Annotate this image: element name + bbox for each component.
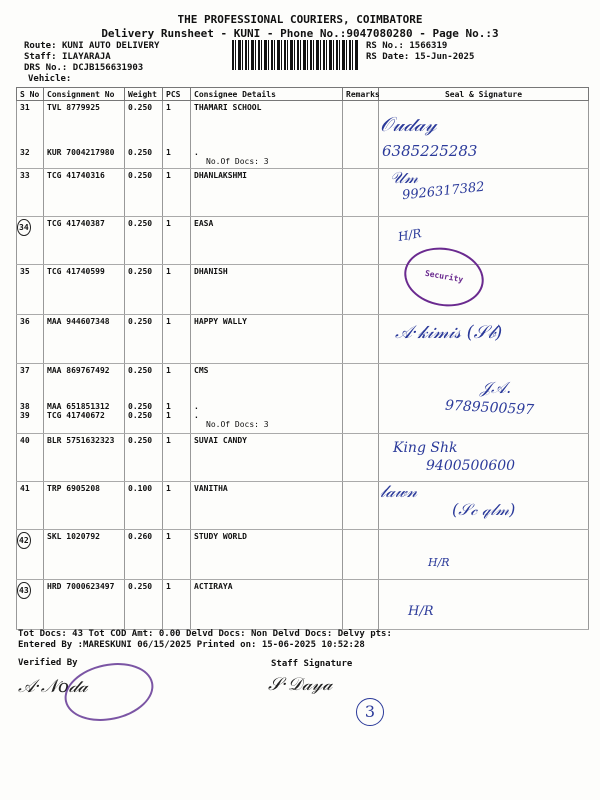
rs-date-line (366, 52, 474, 62)
table-row (17, 265, 589, 315)
rs-no-label: RS No.: (366, 41, 404, 51)
row-sno: 32 (20, 148, 30, 157)
row-consignee: STUDY WORLD (191, 530, 343, 580)
row-consignee: HAPPY WALLY (191, 315, 343, 364)
row-weight: 0.250 (125, 434, 163, 482)
row-consignee: . (194, 411, 199, 420)
page-number-circle: 3 (356, 698, 384, 726)
row-sno: 41 (17, 482, 44, 530)
verifier-signature: 𝒜·𝒩𝑜𝒹𝒶 (18, 676, 88, 697)
row-consignment: TCG 41740387 (44, 217, 125, 265)
col-consignment: Consignment No (44, 88, 125, 101)
barcode (232, 40, 358, 70)
signature-scribble: 𝒜·𝓀𝒾𝓂𝒾𝓈 (𝒮𝒷) (395, 322, 503, 343)
row-sno: 37 (20, 366, 30, 375)
signature-scribble: 𝒪𝓊𝒹𝒶𝓎 (380, 112, 437, 136)
signature-scribble: 𝒰𝓂 (390, 168, 418, 187)
row-pcs: 1 (163, 169, 191, 217)
row-consignee: VANITHA (191, 482, 343, 530)
row-pcs: 1 (163, 315, 191, 364)
row-consignment: MAA 651851312 (47, 402, 110, 411)
table-header (17, 88, 589, 101)
handwritten-phone: 9926317382 (401, 179, 486, 204)
signature-scribble: (𝒮𝒸 𝓆𝓁𝓂) (452, 500, 516, 519)
row-consignment: TCG 41740599 (44, 265, 125, 315)
row-sno: 43 (17, 582, 31, 599)
row-consignee: ACTIRAYA (191, 580, 343, 630)
row-pcs: 1 (166, 402, 171, 411)
row-weight: 0.250 (125, 217, 163, 265)
col-weight: Weight (125, 88, 163, 101)
handwritten-note: H/R (408, 604, 434, 619)
row-consignment: MAA 944607348 (44, 315, 125, 364)
row-docs: No.Of Docs: 3 (206, 420, 269, 429)
table-row (17, 530, 589, 580)
rs-date-value: 15-Jun-2025 (414, 52, 475, 62)
row-pcs: 1 (166, 103, 171, 112)
row-weight: 0.250 (125, 169, 163, 217)
row-weight: 0.250 (125, 580, 163, 630)
row-consignment: MAA 869767492 (47, 366, 110, 375)
row-consignee: CMS (194, 366, 209, 375)
row-weight: 0.250 (125, 315, 163, 364)
entered-by-line: Entered By :MARESKUNI 06/15/2025 Printed on: 15-06-2025 10:52:28 (18, 640, 365, 650)
row-sno: 38 (20, 402, 30, 411)
row-consignment: HRD 7000623497 (44, 580, 125, 630)
route-label: Route: (24, 41, 57, 51)
row-consignment: SKL 1020792 (44, 530, 125, 580)
row-docs: No.Of Docs: 3 (206, 157, 269, 166)
route-value: KUNI AUTO DELIVERY (61, 41, 160, 51)
row-weight: 0.250 (128, 402, 153, 411)
row-pcs: 1 (163, 434, 191, 482)
rs-date-label: RS Date: (366, 52, 410, 62)
handwritten-note: H/R (428, 556, 450, 569)
table-row (17, 169, 589, 217)
signature-scribble: 𝓁𝒶𝓌𝓃 (380, 482, 418, 502)
col-consignee: Consignee Details (191, 88, 343, 101)
table-row (17, 580, 589, 630)
row-consignment: BLR 5751632323 (44, 434, 125, 482)
row-consignment: TVL 8779925 (47, 103, 100, 112)
drs-value: DCJB156631903 (72, 63, 144, 73)
col-remarks: Remarks (343, 88, 379, 101)
staff-label: Staff: (24, 52, 57, 62)
row-pcs: 1 (163, 530, 191, 580)
drs-line (24, 63, 143, 73)
row-consignment: TCG 41740672 (47, 411, 105, 420)
row-pcs: 1 (166, 148, 171, 157)
handwritten-phone: 9789500597 (444, 397, 535, 419)
row-weight: 0.250 (128, 103, 153, 112)
vehicle-line (28, 74, 71, 84)
table-row (17, 315, 589, 364)
row-sno: 39 (20, 411, 30, 420)
row-consignee: DHANISH (191, 265, 343, 315)
table-row (17, 217, 589, 265)
row-weight: 0.260 (125, 530, 163, 580)
company-title: THE PROFESSIONAL COURIERS, COIMBATORE (177, 13, 423, 26)
row-sno: 35 (17, 265, 44, 315)
handwritten-name: King Shk (393, 440, 458, 456)
row-consignee: . (194, 148, 199, 157)
row-sno: 31 (20, 103, 30, 112)
signature-scribble: 𝒥𝒜. (480, 378, 512, 397)
row-sno: 42 (17, 532, 31, 549)
table-row (17, 364, 589, 434)
staff-signature: 𝒮·𝒟𝒶𝓎𝒶 (268, 674, 333, 695)
row-pcs: 1 (163, 265, 191, 315)
drs-label: DRS No.: (24, 63, 68, 73)
row-sno: 33 (17, 169, 44, 217)
row-sno: 34 (17, 219, 31, 236)
row-consignee: SUVAI CANDY (191, 434, 343, 482)
row-weight: 0.250 (128, 411, 153, 420)
row-consignee: THAMARI SCHOOL (194, 103, 262, 112)
runsheet-table (16, 87, 589, 630)
col-pcs: PCS (163, 88, 191, 101)
row-pcs: 1 (163, 580, 191, 630)
col-seal: Seal & Signature (379, 88, 589, 101)
totals-line: Tot Docs: 43 Tot COD Amt: 0.00 Delvd Docs: Non Delvd Docs: Delvy pts: (18, 629, 392, 639)
row-weight: 0.100 (125, 482, 163, 530)
col-sno: S No (17, 88, 44, 101)
row-consignee: . (194, 402, 199, 411)
rs-no-value: 1566319 (409, 41, 448, 51)
row-pcs: 1 (166, 366, 171, 375)
staff-signature-label: Staff Signature (271, 659, 353, 669)
row-consignment: TCG 41740316 (44, 169, 125, 217)
runsheet-subtitle: Delivery Runsheet - KUNI - Phone No.:9047080280 - Page No.:3 (101, 27, 499, 40)
row-pcs: 1 (163, 217, 191, 265)
staff-line (24, 52, 111, 62)
verified-by-label: Verified By (18, 658, 78, 668)
table-row (17, 101, 589, 169)
row-consignee: DHANLAKSHMI (191, 169, 343, 217)
row-weight: 0.250 (128, 148, 153, 157)
row-consignment: TRP 6905208 (44, 482, 125, 530)
vehicle-label: Vehicle: (28, 74, 72, 84)
row-consignment: KUR 7004217980 (47, 148, 115, 157)
route-line (24, 41, 159, 51)
handwritten-note: H/R (396, 226, 423, 244)
row-consignee: EASA (191, 217, 343, 265)
handwritten-phone: 6385225283 (382, 142, 478, 160)
row-pcs: 1 (163, 482, 191, 530)
handwritten-phone: 9400500600 (426, 458, 516, 474)
row-weight: 0.250 (125, 265, 163, 315)
row-weight: 0.250 (128, 366, 153, 375)
stamp-text: Security (424, 268, 464, 285)
rs-no-line (366, 41, 447, 51)
row-sno: 36 (17, 315, 44, 364)
row-pcs: 1 (166, 411, 171, 420)
staff-value: ILAYARAJA (61, 52, 111, 62)
row-sno: 40 (17, 434, 44, 482)
